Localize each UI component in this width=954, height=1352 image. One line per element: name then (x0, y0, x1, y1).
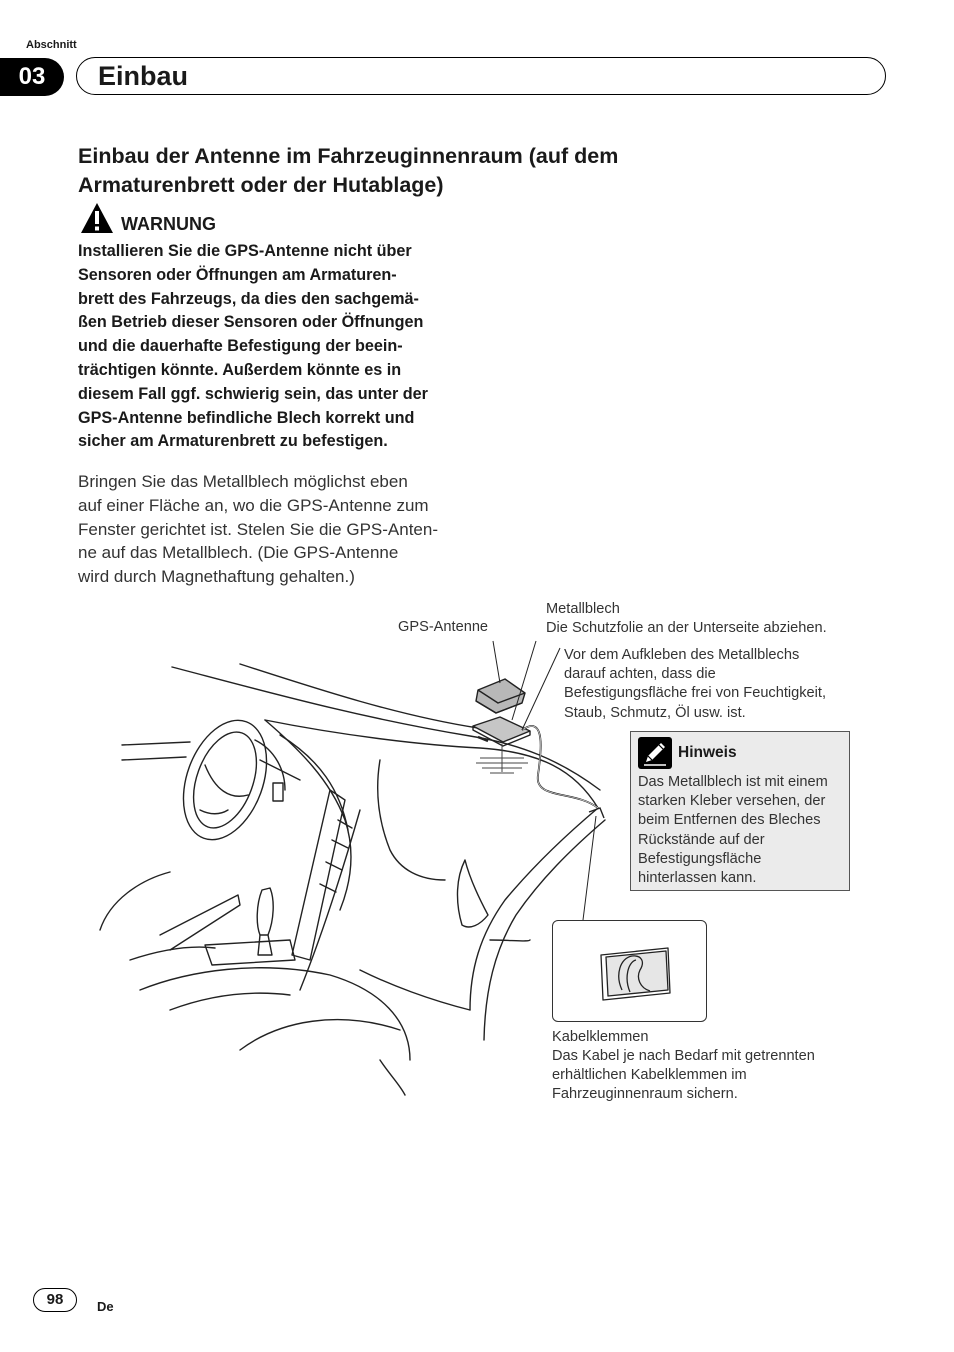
note-line: Das Metallblech ist mit einem (638, 774, 828, 790)
section-heading-line: Einbau der Antenne im Fahrzeuginnenraum (auf dem (78, 144, 619, 168)
attach-caution-line: Vor dem Aufkleben des Metallblechs (564, 647, 800, 663)
cable-clamps-line: erhältlichen Kabelklemmen im (552, 1067, 747, 1084)
body-line: ne auf das Metallblech. (Die GPS-Antenne (78, 543, 399, 563)
metal-plate-drawing (473, 717, 530, 746)
warning-line: und die dauerhafte Befestigung der beein- (78, 337, 403, 356)
attach-caution-line: darauf achten, dass die (564, 666, 716, 683)
cable-clamps-line: Das Kabel je nach Bedarf mit getrennten (552, 1048, 815, 1064)
note-title: Hinweis (678, 744, 737, 761)
attach-caution-line: Befestigungsfläche frei von Feuchtigkeit, (564, 685, 827, 702)
warning-line: trächtigen könnte. Außerdem könnte es in (78, 360, 402, 379)
warning-line: Installieren Sie die GPS-Antenne nicht über (78, 242, 412, 260)
gps-antenna-drawing (476, 679, 525, 713)
note-line: starken Kleber versehen, der (638, 793, 826, 810)
gear-lever (257, 888, 273, 935)
page-number: 98 (33, 1288, 77, 1312)
cable-clamp-callout-frame (552, 920, 707, 1022)
note-line: hinterlassen kann. (638, 870, 757, 887)
section-label: Abschnitt (26, 39, 77, 51)
note-line: Befestigungsfläche (638, 850, 762, 867)
attach-caution-line: Staub, Schmutz, Öl usw. ist. (564, 704, 746, 721)
note-line: Rückstände auf der (638, 831, 765, 848)
chapter-number: 03 (18, 63, 46, 90)
body-line: Fenster gerichtet ist. Stelen Sie die GPS-Anten- (78, 519, 439, 539)
note-text (638, 773, 828, 888)
cable-clamps-line: Fahrzeuginnenraum sichern. (552, 1086, 738, 1103)
warning-line: sicher am Armaturenbrett zu befestigen. (78, 432, 388, 451)
warning-line: Sensoren oder Öffnungen am Armaturen- (78, 265, 397, 284)
metal-plate-label: Metallblech (546, 601, 620, 617)
cable-clamp-leader (583, 816, 596, 920)
metal-plate-description: Die Schutzfolie an der Unterseite abziehen. (546, 620, 827, 636)
antenna-cable (522, 726, 598, 808)
caution-leader (522, 648, 560, 730)
cable-clamps-text (552, 1047, 815, 1105)
body-line: Bringen Sie das Metallblech möglichst eben (78, 472, 408, 491)
language-code: De (97, 1299, 114, 1314)
body-line: wird durch Magnethaftung gehalten.) (78, 567, 355, 587)
cable-clamps-label: Kabelklemmen (552, 1029, 649, 1045)
chapter-title: Einbau (98, 61, 189, 91)
warning-line: GPS-Antenne befindliche Blech korrekt und (78, 408, 415, 427)
body-line: auf einer Fläche an, wo die GPS-Antenne zum (78, 495, 429, 515)
center-console (292, 790, 345, 960)
warning-line: brett des Fahrzeugs, da dies den sachgemä- (78, 289, 419, 308)
warning-title: WARNUNG (121, 214, 216, 234)
section-heading-line: Armaturenbrett oder der Hutablage) (78, 173, 444, 197)
gps-antenna-label: GPS-Antenne (398, 619, 489, 635)
warning-line: ßen Betrieb dieser Sensoren oder Öffnungen (78, 313, 424, 332)
attach-caution-text (564, 646, 826, 723)
pencil-note-icon (638, 737, 672, 769)
note-line: beim Entfernen des Bleches (638, 812, 821, 829)
steering-wheel (168, 709, 282, 852)
gps-antenna-leader (493, 641, 500, 683)
warning-line: diesem Fall ggf. schwierig sein, das unter der (78, 384, 428, 403)
